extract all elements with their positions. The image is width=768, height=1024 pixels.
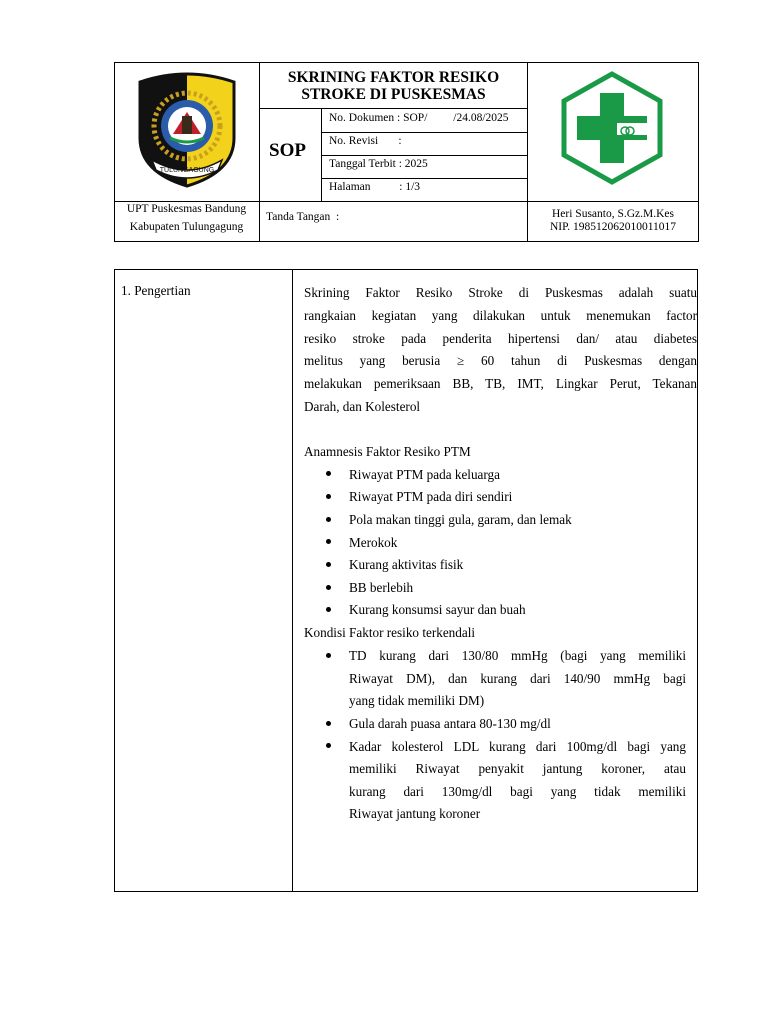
bullet-icon (326, 494, 331, 499)
puskesmas-logo (560, 71, 664, 185)
puskesmas-green-cross-icon (560, 71, 664, 185)
sop-label: SOP (269, 140, 306, 161)
issue-date: Tanggal Terbit : 2025 (329, 158, 428, 170)
bullet-icon (326, 721, 331, 726)
list-item: Kurang konsumsi sayur dan buah (349, 602, 526, 617)
list-item: Gula darah puasa antara 80-130 mg/dl (349, 716, 551, 731)
emblem-ribbon-text: TULUNGAGUNG (159, 167, 215, 174)
bullet-icon (326, 562, 331, 567)
document-title-line1: SKRINING FAKTOR RESIKO (287, 69, 500, 86)
bullet-icon (326, 471, 331, 476)
list-item: Kurang aktivitas fisik (349, 557, 464, 572)
definition-line: rangkaian kegiatan yang dilakukan untuk menemukan factor (304, 308, 697, 323)
list-item: Riwayat PTM pada keluarga (349, 467, 501, 482)
list-item: BB berlebih (349, 580, 414, 595)
kondisi-heading: Kondisi Faktor resiko terkendali (304, 625, 476, 640)
bullet-icon (326, 539, 331, 544)
bullet-icon (326, 607, 331, 612)
doc-number: No. Dokumen : SOP/ /24.08/2025 (329, 112, 509, 124)
regency-emblem (132, 68, 242, 190)
tulungagung-regency-emblem-icon (132, 68, 242, 190)
document-title-line2: STROKE DI PUSKESMAS (301, 86, 486, 103)
list-item: Kadar kolesterol LDL kurang dari 100mg/dl bagi yang (349, 739, 686, 754)
list-item: Merokok (349, 535, 398, 550)
list-item: kurang dari 130mg/dl bagi yang tidak memiliki (349, 784, 686, 799)
anamnesis-heading: Anamnesis Faktor Resiko PTM (304, 444, 471, 459)
org-name-line2: Kabupaten Tulungagung (129, 221, 244, 233)
list-item: yang tidak memiliki DM) (349, 693, 485, 708)
section-label-pengertian: 1. Pengertian (121, 283, 191, 298)
signature-label: Tanda Tangan : (266, 211, 340, 223)
bullet-icon (326, 517, 331, 522)
definition-line: melakukan pemeriksaan BB, TB, IMT, Lingkar Perut, Tekanan (304, 376, 697, 391)
list-item: Pola makan tinggi gula, garam, dan lemak (349, 512, 572, 527)
revision-number: No. Revisi : (329, 135, 402, 147)
org-name-line1: UPT Puskesmas Bandung (126, 203, 247, 215)
page-number: Halaman : 1/3 (329, 181, 421, 193)
list-item: Riwayat DM), dan kurang dari 140/90 mmHg bagi (349, 671, 686, 686)
definition-line: melitus yang berusia ≥ 60 tahun di Puskesmas dengan (304, 353, 697, 368)
list-item: memiliki Riwayat penyakit jantung koroner, atau (349, 761, 686, 776)
bullet-icon (326, 585, 331, 590)
bullet-icon (326, 653, 331, 658)
list-item: Riwayat jantung koroner (349, 806, 481, 821)
signer-nip: NIP. 198512062010011017 (549, 221, 677, 233)
definition-line: Skrining Faktor Resiko Stroke di Puskesmas adalah suatu (304, 285, 697, 300)
list-item: Riwayat PTM pada diri sendiri (349, 489, 513, 504)
signer-name: Heri Susanto, S.Gz.M.Kes (551, 208, 675, 220)
list-item: TD kurang dari 130/80 mmHg (bagi yang memiliki (349, 648, 686, 663)
definition-line: resiko stroke pada penderita hipertensi dan/ atau diabetes (304, 331, 697, 346)
definition-line: Darah, dan Kolesterol (304, 399, 421, 414)
bullet-icon (326, 743, 331, 748)
